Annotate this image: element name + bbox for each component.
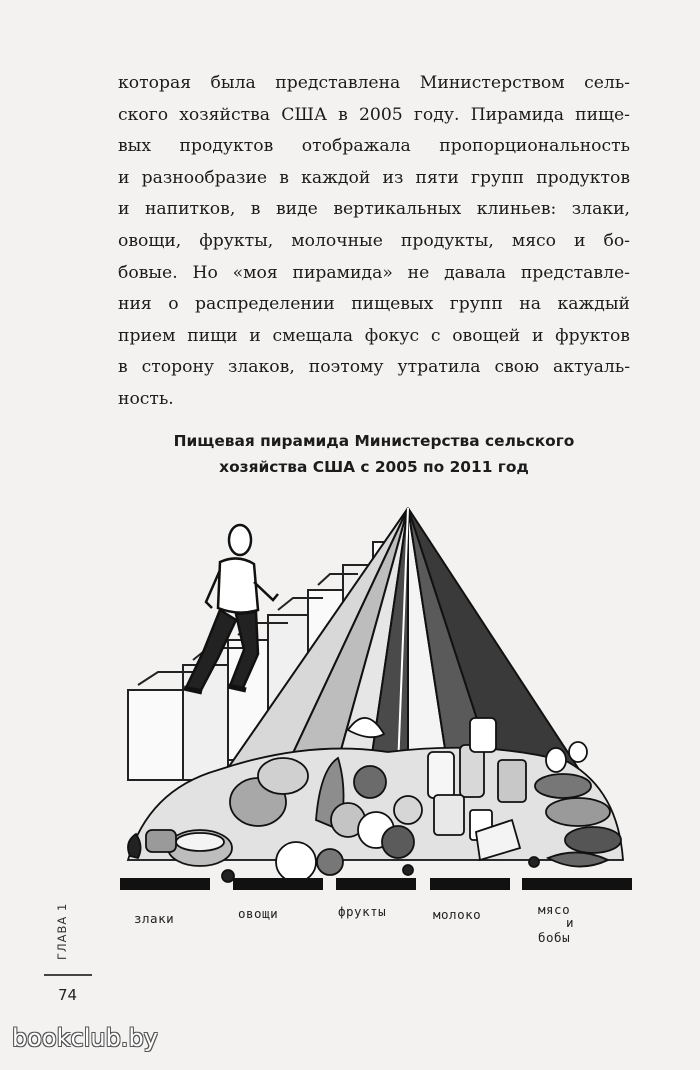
page-number: 74 <box>58 986 78 1004</box>
text-line: ния о распределении пищевых групп на каждый <box>118 294 630 315</box>
text-line: бовые. Но «моя пирамида» не давала представле- <box>118 262 630 283</box>
text-line: ность. <box>118 388 174 409</box>
label-beans: бобы <box>538 930 571 945</box>
text-line: овощи, фрукты, молочные продукты, мясо и бо- <box>118 230 630 251</box>
text-line: и напитков, в виде вертикальных клиньев: злаки, <box>118 199 630 220</box>
pyramid-drawing <box>108 490 648 970</box>
text-line: ского хозяйства США в 2005 году. Пирамида пище- <box>118 104 630 125</box>
body-text <box>118 68 630 416</box>
label-meat: мясо <box>538 902 571 917</box>
figure-title-line: хозяйства США с 2005 по 2011 год <box>219 458 529 476</box>
text-line: прием пищи и смещала фокус с овощей и фруктов <box>118 325 630 346</box>
label-milk: молоко <box>433 907 482 922</box>
watermark: bookclub.by <box>12 1024 158 1052</box>
chapter-label: ГЛАВА 1 <box>55 902 69 960</box>
figure-title <box>118 428 630 480</box>
text-line: которая была представлена Министерством сель- <box>118 73 630 93</box>
text-line: вых продуктов отображала пропорциональность <box>118 136 630 157</box>
label-grains: злаки <box>134 911 175 926</box>
footer-rule <box>44 974 92 976</box>
food-group-bars <box>120 878 632 890</box>
text-line: и разнообразие в каждой из пяти групп продуктов <box>118 167 630 188</box>
label-fruits: фрукты <box>338 904 387 919</box>
text-line: в сторону злаков, поэтому утратила свою актуаль- <box>118 357 630 378</box>
label-meat-and: и <box>566 915 575 930</box>
food-pyramid-illustration <box>108 490 648 970</box>
figure-title-line: Пищевая пирамида Министерства сельского <box>173 432 575 450</box>
label-vegetables: овощи <box>238 906 279 921</box>
